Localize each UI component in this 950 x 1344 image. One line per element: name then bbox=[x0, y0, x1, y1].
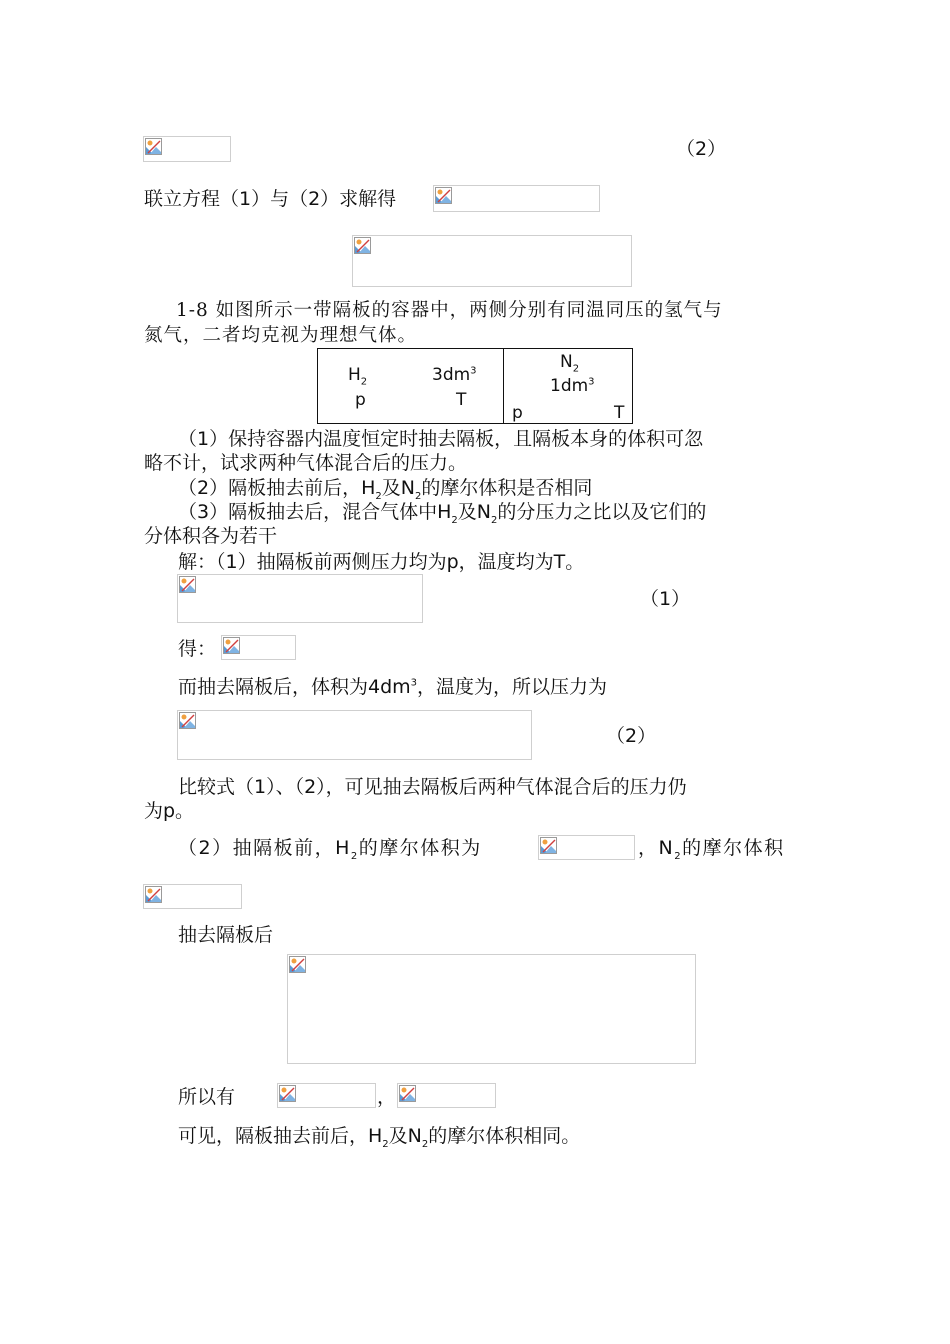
left-pressure-label: p bbox=[355, 390, 366, 410]
left-temperature-label: T bbox=[456, 390, 467, 410]
equation-image bbox=[433, 185, 600, 212]
solution-text: ，$N_2$的摩尔体积 bbox=[638, 837, 785, 862]
equation-image bbox=[143, 136, 231, 162]
solution-text: 抽去隔板后 bbox=[178, 924, 274, 946]
broken-image-icon bbox=[435, 187, 452, 204]
partition bbox=[503, 349, 504, 423]
broken-image-icon bbox=[540, 837, 557, 854]
broken-image-icon bbox=[145, 886, 162, 903]
solution-text: 而抽去隔板后，体积为$4dm^3$，温度为，所以压力为 bbox=[178, 676, 608, 698]
problem-text: 1-8 如图所示一带隔板的容器中，两侧分别有同温同压的氢气与 bbox=[176, 300, 723, 321]
solution-text: 得： bbox=[178, 638, 217, 660]
solution-text: 为p。 bbox=[144, 800, 195, 822]
equation-label: （2） bbox=[606, 725, 657, 747]
broken-image-icon bbox=[179, 576, 196, 593]
solution-text: 解：（1）抽隔板前两侧压力均为p，温度均为T。 bbox=[178, 551, 585, 573]
equation-image bbox=[143, 884, 242, 909]
left-volume-label: $3dm^3$ bbox=[432, 365, 477, 385]
solution-text: 所以有 bbox=[178, 1086, 236, 1108]
solution-text: 比较式（1）、（2），可见抽去隔板后两种气体混合后的压力仍 bbox=[178, 776, 687, 798]
equation-image bbox=[287, 954, 696, 1064]
left-gas-label: $H_2$ bbox=[348, 365, 368, 388]
question-text: 略不计，试求两种气体混合后的压力。 bbox=[144, 452, 468, 474]
broken-image-icon bbox=[354, 237, 371, 254]
equation-image bbox=[397, 1083, 496, 1108]
question-text: （2）隔板抽去前后，$H_2$及$N_2$的摩尔体积是否相同 bbox=[178, 477, 593, 502]
problem-text: 氮气，二者均克视为理想气体。 bbox=[144, 325, 418, 346]
equation-label: （2） bbox=[676, 138, 727, 160]
equation-image bbox=[221, 635, 296, 660]
equation-image bbox=[177, 574, 423, 623]
equation-image bbox=[277, 1083, 376, 1108]
question-text: （1）保持容器内温度恒定时抽去隔板，且隔板本身的体积可忽 bbox=[178, 428, 704, 450]
equation-image bbox=[177, 710, 532, 760]
right-volume-label: $1dm^3$ bbox=[550, 376, 595, 396]
broken-image-icon bbox=[289, 956, 306, 973]
text-line: 联立方程（1）与（2）求解得 bbox=[144, 188, 397, 210]
right-pressure-label: p bbox=[512, 403, 523, 423]
broken-image-icon bbox=[279, 1085, 296, 1102]
right-gas-label: $N_2$ bbox=[560, 352, 580, 375]
separator-comma: ， bbox=[377, 1086, 397, 1108]
question-text: （3）隔板抽去后，混合气体中$H_2$及$N_2$的分压力之比以及它们的 bbox=[178, 501, 707, 526]
conclusion-text: 可见，隔板抽去前后，$H_2$及$N_2$的摩尔体积相同。 bbox=[178, 1125, 581, 1150]
solution-text: （2）抽隔板前，$H_2$的摩尔体积为 bbox=[178, 837, 482, 862]
container-diagram bbox=[317, 348, 633, 424]
right-temperature-label: T bbox=[614, 403, 625, 423]
equation-image bbox=[352, 235, 632, 287]
equation-label: （1） bbox=[640, 588, 691, 610]
broken-image-icon bbox=[223, 637, 240, 654]
broken-image-icon bbox=[179, 712, 196, 729]
question-text: 分体积各为若干 bbox=[144, 525, 278, 547]
broken-image-icon bbox=[145, 138, 162, 155]
broken-image-icon bbox=[399, 1085, 416, 1102]
equation-image bbox=[538, 835, 635, 860]
